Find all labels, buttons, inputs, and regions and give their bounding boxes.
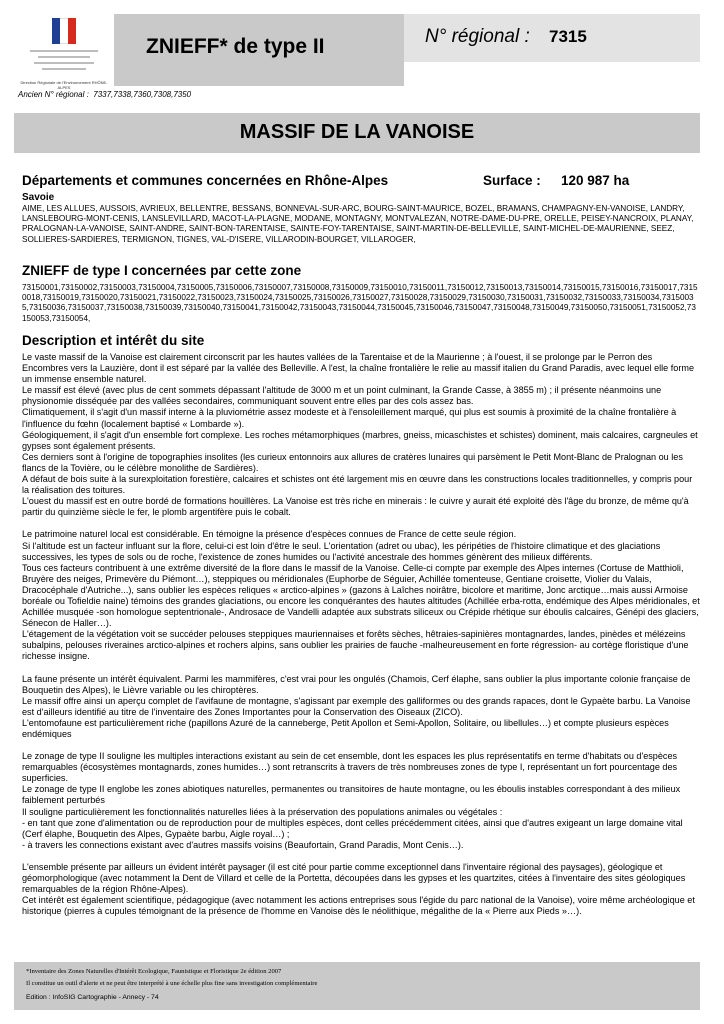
ancien-values: 7337,7338,7360,7308,7350 — [93, 90, 192, 99]
description-paragraph: Le zonage de type II englobe les zones abiotiques naturelles, permanentes ou transitoires de haute montagne, ou les éboulis instables correspondant à des milieux faiblement perturbés — [22, 784, 681, 806]
description-paragraph: Le zonage de type II souligne les multiples interactions existant au sein de cet ensemble, dont les espaces les plus représentatifs en terme d'habitats ou d'espèces remarquables (écosystèmes montagnards, zones humides…) sont retranscrits à travers de très nombreuses zones de type I, représentant un fort pourcentage des superficies. — [22, 751, 678, 784]
site-title: MASSIF DE LA VANOISE — [239, 121, 475, 143]
footer-edition: Edition : InfoSIG Cartographie - Annecy - 74 — [26, 994, 159, 1001]
ancien-label: Ancien N° régional : — [18, 90, 89, 99]
description-paragraph: - à travers les connections existant avec d'autres massifs voisins (Beaufortain, Grand Paradis, Mont Cenis…). — [22, 839, 464, 850]
description-paragraph: Le vaste massif de la Vanoise est clairement circonscrit par les hautes vallées de la Tarentaise et de la Maurienne ; à l'ouest, il se prolonge par le Perron des Encombres vers la Lauzière, dont il est séparé par la vallée des Belleville. A l'est, la chaîne frontalière le relie au massif italien du Grand Paradis, avec lequel elle forme un immense ensemble naturel. — [22, 352, 694, 385]
region-name: Savoie — [22, 192, 55, 203]
description-paragraph: Cet intérêt est également scientifique, pédagogique (avec notamment les actions entreprises sous l'égide du parc national de la Vanoise), voire même archéologique et historique (pierres à cupules témoignant de la présence de l'homme en Vanoise dès le néolithique, mégalithe de la « Pierre aux Pieds »…). — [22, 895, 695, 917]
regional-number-label: N° régional : — [425, 26, 530, 47]
document-type-title: ZNIEFF* de type II — [146, 35, 325, 58]
departements-heading: Départements et communes concernées en Rhône-Alpes — [22, 173, 389, 188]
communes-list: AIME, LES ALLUES, AUSSOIS, AVRIEUX, BELLENTRE, BESSANS, BONNEVAL-SUR-ARC, BOURG-SAINT-MAURICE, BOZEL, BRAMANS, CHAMPAGNY-EN-VANOISE, LANDRY, LANSLEBOURG-MONT-CENIS, LANSLEVILLARD, MACOT-LA-PLAGNE, MODANE, MONTAGNY, MONTVALEZAN, NOTRE-DAME-DU-PRE, ORELLE, PEISEY-NANCROIX, PLANAY, PRALOGNAN-LA-VANOISE, SAINT-ANDRE, SAINT-BON-TARENTAISE, SAINTE-FOY-TARENTAISE, SAINT-MARTIN-DE-BELLEVILLE, SAINT-MICHEL-DE-MAURIENNE, SEEZ, SOLLIERES-SARDIERES, TERMIGNON, TIGNES, VAL-D'ISERE, VILLARODIN-BOURGET, VILLAROGER, — [22, 204, 694, 244]
regional-number-value: 7315 — [549, 27, 587, 46]
surface-label: Surface : — [483, 173, 541, 188]
paragraph-gap — [22, 518, 700, 529]
footer-inventory-note: *Inventaire des Zones Naturelles d'Intérêt Ecologique, Faunistique et Floristique 2e édition 2007 — [26, 968, 282, 975]
description-body — [22, 352, 700, 917]
description-paragraph: L'ensemble présente par ailleurs un évident intérêt paysager (il est cité pour partie comme exceptionnel dans l'inventaire régional des paysages), géologique et géomorphologique (avec notamment la Dent de Villard et celle de la Portetta, découpées dans les gypses et les quartzites, citées à l'inventaire des sites géologiques remarquables de la région Rhône-Alpes). — [22, 861, 686, 895]
ancien-numbers — [18, 90, 191, 99]
paragraph-gap — [22, 663, 700, 674]
footer-alert-note: Il constitue un outil d'alerte et ne peut être interprété à une échelle plus fine sans investigation complémentaire — [26, 980, 318, 987]
description-paragraph: - en tant que zone d'alimentation ou de reproduction pour de multiples espèces, dont celles précédemment citées, ainsi que d'autres exigeant un large domaine vital (Cerf élaphe, Bouquetin des Alpes, Gypaète barbu, Aigle royal…) ; — [22, 817, 683, 839]
description-heading: Description et intérêt du site — [22, 333, 205, 348]
description-paragraph: Le massif offre ainsi un aperçu complet de l'avifaune de montagne, s'agissant par exemple des galliformes ou des grands rapaces, dont le Gypaète barbu. La Vanoise est d'ailleurs identifié au titre de l'inventaire des Zones Importantes pour la Conservation des Oiseaux (ZICO). — [22, 695, 691, 717]
description-paragraph: L'ouest du massif est en outre bordé de formations houillères. La Vanoise est très riche en minerais : le cuivre y aurait été exploité dès l'âge du bronze, de même qu'à partir du quinzième siècle le fer, le plomb argentifère puis le cobalt. — [22, 496, 689, 518]
description-paragraph: L'étagement de la végétation voit se succéder pelouses steppiques mauriennaises et forêts sèches, hêtraies-sapinières montagnardes, landes, pinèdes et mélézeins subalpins, pelouses riveraines arctico-alpines et rochers alpins, sans oublier les prairies de fauche -malheureusement en forte régression- au cortège floristique d'une richesse insigne. — [22, 629, 689, 662]
description-paragraph: Géologiquement, il s'agit d'un ensemble fort complexe. Les roches métamorphiques (marbres, gneiss, micaschistes et schistes) dominent, mais calcaires, cargneules et gypses sont également présents. — [22, 429, 698, 451]
type1-codes: 73150001,73150002,73150003,73150004,73150005,73150006,73150007,73150008,73150009,73150010,73150011,73150012,73150013,73150014,73150015,73150016,73150017,73150018,73150019,73150020,73150021,73150022,73150023,73150024,73150025,73150026,73150027,73150028,73150029,73150030,73150031,73150032,73150033,73150034,73150035,73150036,73150037,73150038,73150039,73150040,73150041,73150042,73150043,73150044,73150045,73150046,73150047,73150048,73150049,73150050,73150051,73150052,73150053,73150054, — [22, 283, 698, 323]
description-paragraph: La faune présente un intérêt équivalent. Parmi les mammifères, c'est vrai pour les ongulés (Chamois, Cerf élaphe, sans oublier la plus importante colonie française de Bouquetin des Alpes), le Lièvre variable ou les chiroptères. — [22, 673, 691, 695]
description-paragraph: Climatiquement, il s'agit d'un massif interne à la pluviométrie assez modeste et à l'ensoleillement marqué, qui plus est soumis à proximité de la chaîne frontalière à l'influence du fœhn (localement baptisé « Lombarde »). — [22, 407, 677, 429]
paragraph-gap — [22, 740, 700, 751]
type1-heading: ZNIEFF de type I concernées par cette zone — [22, 263, 302, 278]
description-paragraph: Il souligne particulièrement les fonctionnalités naturelles liées à la préservation des populations animales ou végétales : — [22, 806, 503, 817]
logo-dreal — [14, 14, 114, 90]
description-paragraph: Le patrimoine naturel local est considérable. En témoigne la présence d'espèces connues de France de cette seule région. — [22, 529, 517, 540]
description-paragraph: Le massif est élevé (avec plus de cent sommets dépassant l'altitude de 3000 m et un point culminant, la Grande Casse, à 3855 m) ; il présente néanmoins une physionomie disséquée par des vallées secondaires, communiquant souvent entre elles par des cols assez bas. — [22, 385, 662, 407]
description-paragraph: L'entomofaune est particulièrement riche (papillons Azuré de la canneberge, Petit Apollon et Semi-Apollon, Solitaire, ou libellules…) et compte plusieurs espèces endémiques — [22, 717, 669, 739]
description-paragraph: Ces derniers sont à l'origine de topographies insolites (les curieux entonnoirs aux allures de cratères lunaires qui parsèment le Petit Mont-Blanc de Pralognan ou les flancs de la Tovière, ou le célèbre monolithe de Sardières). — [22, 451, 683, 473]
description-paragraph: A défaut de bois suite à la surexploitation forestière, calcaires et schistes ont été largement mis en œuvre dans les constructions locales traditionnelles, y compris pour la réalisation des toitures. — [22, 474, 693, 496]
description-paragraph: Si l'altitude est un facteur influant sur la flore, celui-ci est loin d'être le seul. L'orientation (adret ou ubac), les péripéties de l'histoire climatique et des glaciations successives, les types de sols ou de roche, l'existence de zones humides ou l'activité ancestrale des hommes génèrent des milieux différents. — [22, 540, 661, 562]
surface-value: 120 987 ha — [561, 173, 630, 188]
paragraph-gap — [22, 851, 700, 862]
marianne-flag-icon — [52, 18, 76, 44]
description-paragraph: Tous ces facteurs contribuent à une extrême diversité de la flore dans le massif de la Vanoise. Celle-ci compte par exemple des Alpes internes (Cortuse de Matthioli, Bruyère des neiges, Primevère du Piémont…), steppiques ou méridionales (Euphorbe de Séguier, Achillée tomenteuse, Gentiane croisette, Violier du Valais, Dracocéphale d'Autriche...), sans oublier les espèces reliques « arctico-alpines » (gazons à Laîches noirâtre, bicolore et maritime, Jonc arctique…mais aussi Armoise boréale ou Tofieldie naine) témoins des grandes glaciations, ou encore les conquérantes des hautes altitudes (Achillée erba-rotta, endémique des Alpes méridionales, et Achillée musquée -son homologue septentrionale-, Androsace de Vandelli adaptée aux substrats siliceux ou Crépide rhétique sur éboulis calcaires, Génépi des glaciers, Sénecon de Haller…). — [22, 562, 700, 629]
logo-caption: Direction Régionale de l'Environnement RHÔNE-ALPES — [20, 80, 108, 90]
